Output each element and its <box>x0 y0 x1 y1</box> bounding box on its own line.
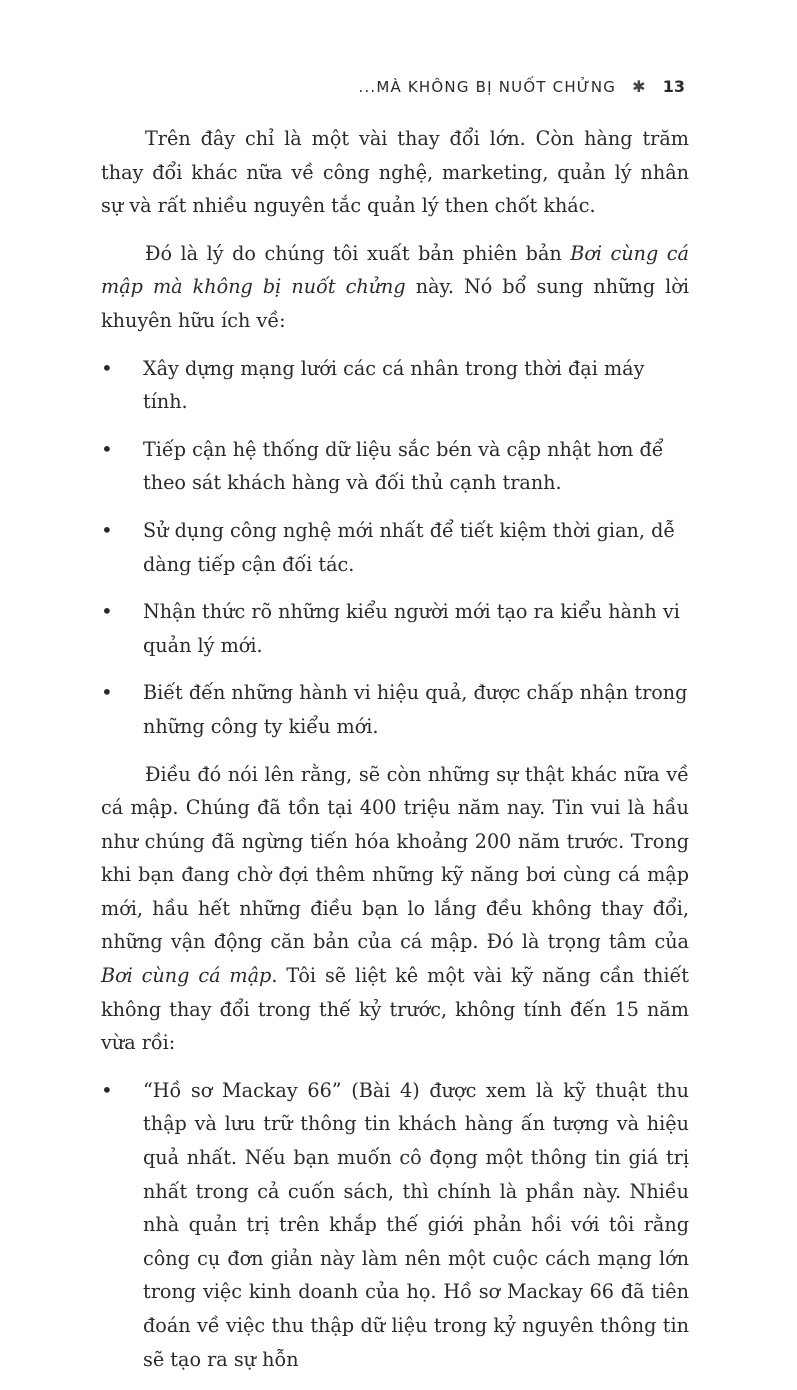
skills-list <box>101 1074 689 1376</box>
paragraph-2-start: Đó là lý do chúng tôi xuất bản phiên bản <box>145 241 571 265</box>
running-title: ...MÀ KHÔNG BỊ NUỐT CHỬNG <box>358 77 617 96</box>
page-number: 13 <box>662 77 685 96</box>
asterisk-icon: ✱ <box>632 77 647 96</box>
list-item: • Nhận thức rõ những kiểu người mới tạo ra kiểu hành vi quản lý mới. <box>101 595 689 662</box>
advice-list <box>101 352 689 744</box>
book-title-short-italic: Bơi cùng cá mập <box>101 964 272 988</box>
paragraph-3 <box>101 758 689 1060</box>
book-title-italic: Bơi cùng cá mập mà không bị nuốt chửng <box>101 241 689 299</box>
paragraph-2 <box>101 237 689 338</box>
list-item: • Sử dụng công nghệ mới nhất để tiết kiệm thời gian, dễ dàng tiếp cận đối tác. <box>101 514 689 581</box>
running-header <box>358 77 685 96</box>
paragraph-1: Trên đây chỉ là một vài thay đổi lớn. Còn hàng trăm thay đổi khác nữa về công nghệ, marketing, quản lý nhân sự và rất nhiều nguyên tắc quản lý then chốt khác. <box>101 127 689 218</box>
paragraph-2-end: này. Nó bổ sung những lời khuyên hữu ích về: <box>101 275 689 332</box>
paragraph-3-end: . Tôi sẽ liệt kê một vài kỹ năng cần thiết không thay đổi trong thế kỷ trước, không tính đến 15 năm vừa rồi: <box>101 964 690 1055</box>
paragraph-3-start: Điều đó nói lên rằng, sẽ còn những sự thật khác nữa về cá mập. Chúng đã tồn tại 400 triệu năm nay. Tin vui là hầu như chúng đã ngừng tiến hóa khoảng 200 năm trước. Trong khi bạn đang chờ đợi thêm những kỹ năng bơi cùng cá mập mới, hầu hết những điều bạn lo lắng đều không thay đổi, những vận động căn bản của cá mập. Đó là trọng tâm của <box>101 762 689 954</box>
list-item: • Biết đến những hành vi hiệu quả, được chấp nhận trong những công ty kiểu mới. <box>101 676 689 743</box>
list-item: • Tiếp cận hệ thống dữ liệu sắc bén và cập nhật hơn để theo sát khách hàng và đối thủ cạnh tranh. <box>101 433 689 500</box>
list-item: • Xây dựng mạng lưới các cá nhân trong thời đại máy tính. <box>101 352 689 419</box>
list-item: • “Hồ sơ Mackay 66” (Bài 4) được xem là kỹ thuật thu thập và lưu trữ thông tin khách hàng ấn tượng và hiệu quả nhất. Nếu bạn muốn cô đọng một thông tin giá trị nhất trong cả cuốn sách, thì chính là phần này. Nhiều nhà quản trị trên khắp thế giới phản hồi với tôi rằng công cụ đơn giản này làm nên một cuộc cách mạng lớn trong việc kinh doanh của họ. Hồ sơ Mackay 66 đã tiên đoán về việc thu thập dữ liệu trong kỷ nguyên thông tin sẽ tạo ra sự hỗn <box>101 1074 689 1376</box>
